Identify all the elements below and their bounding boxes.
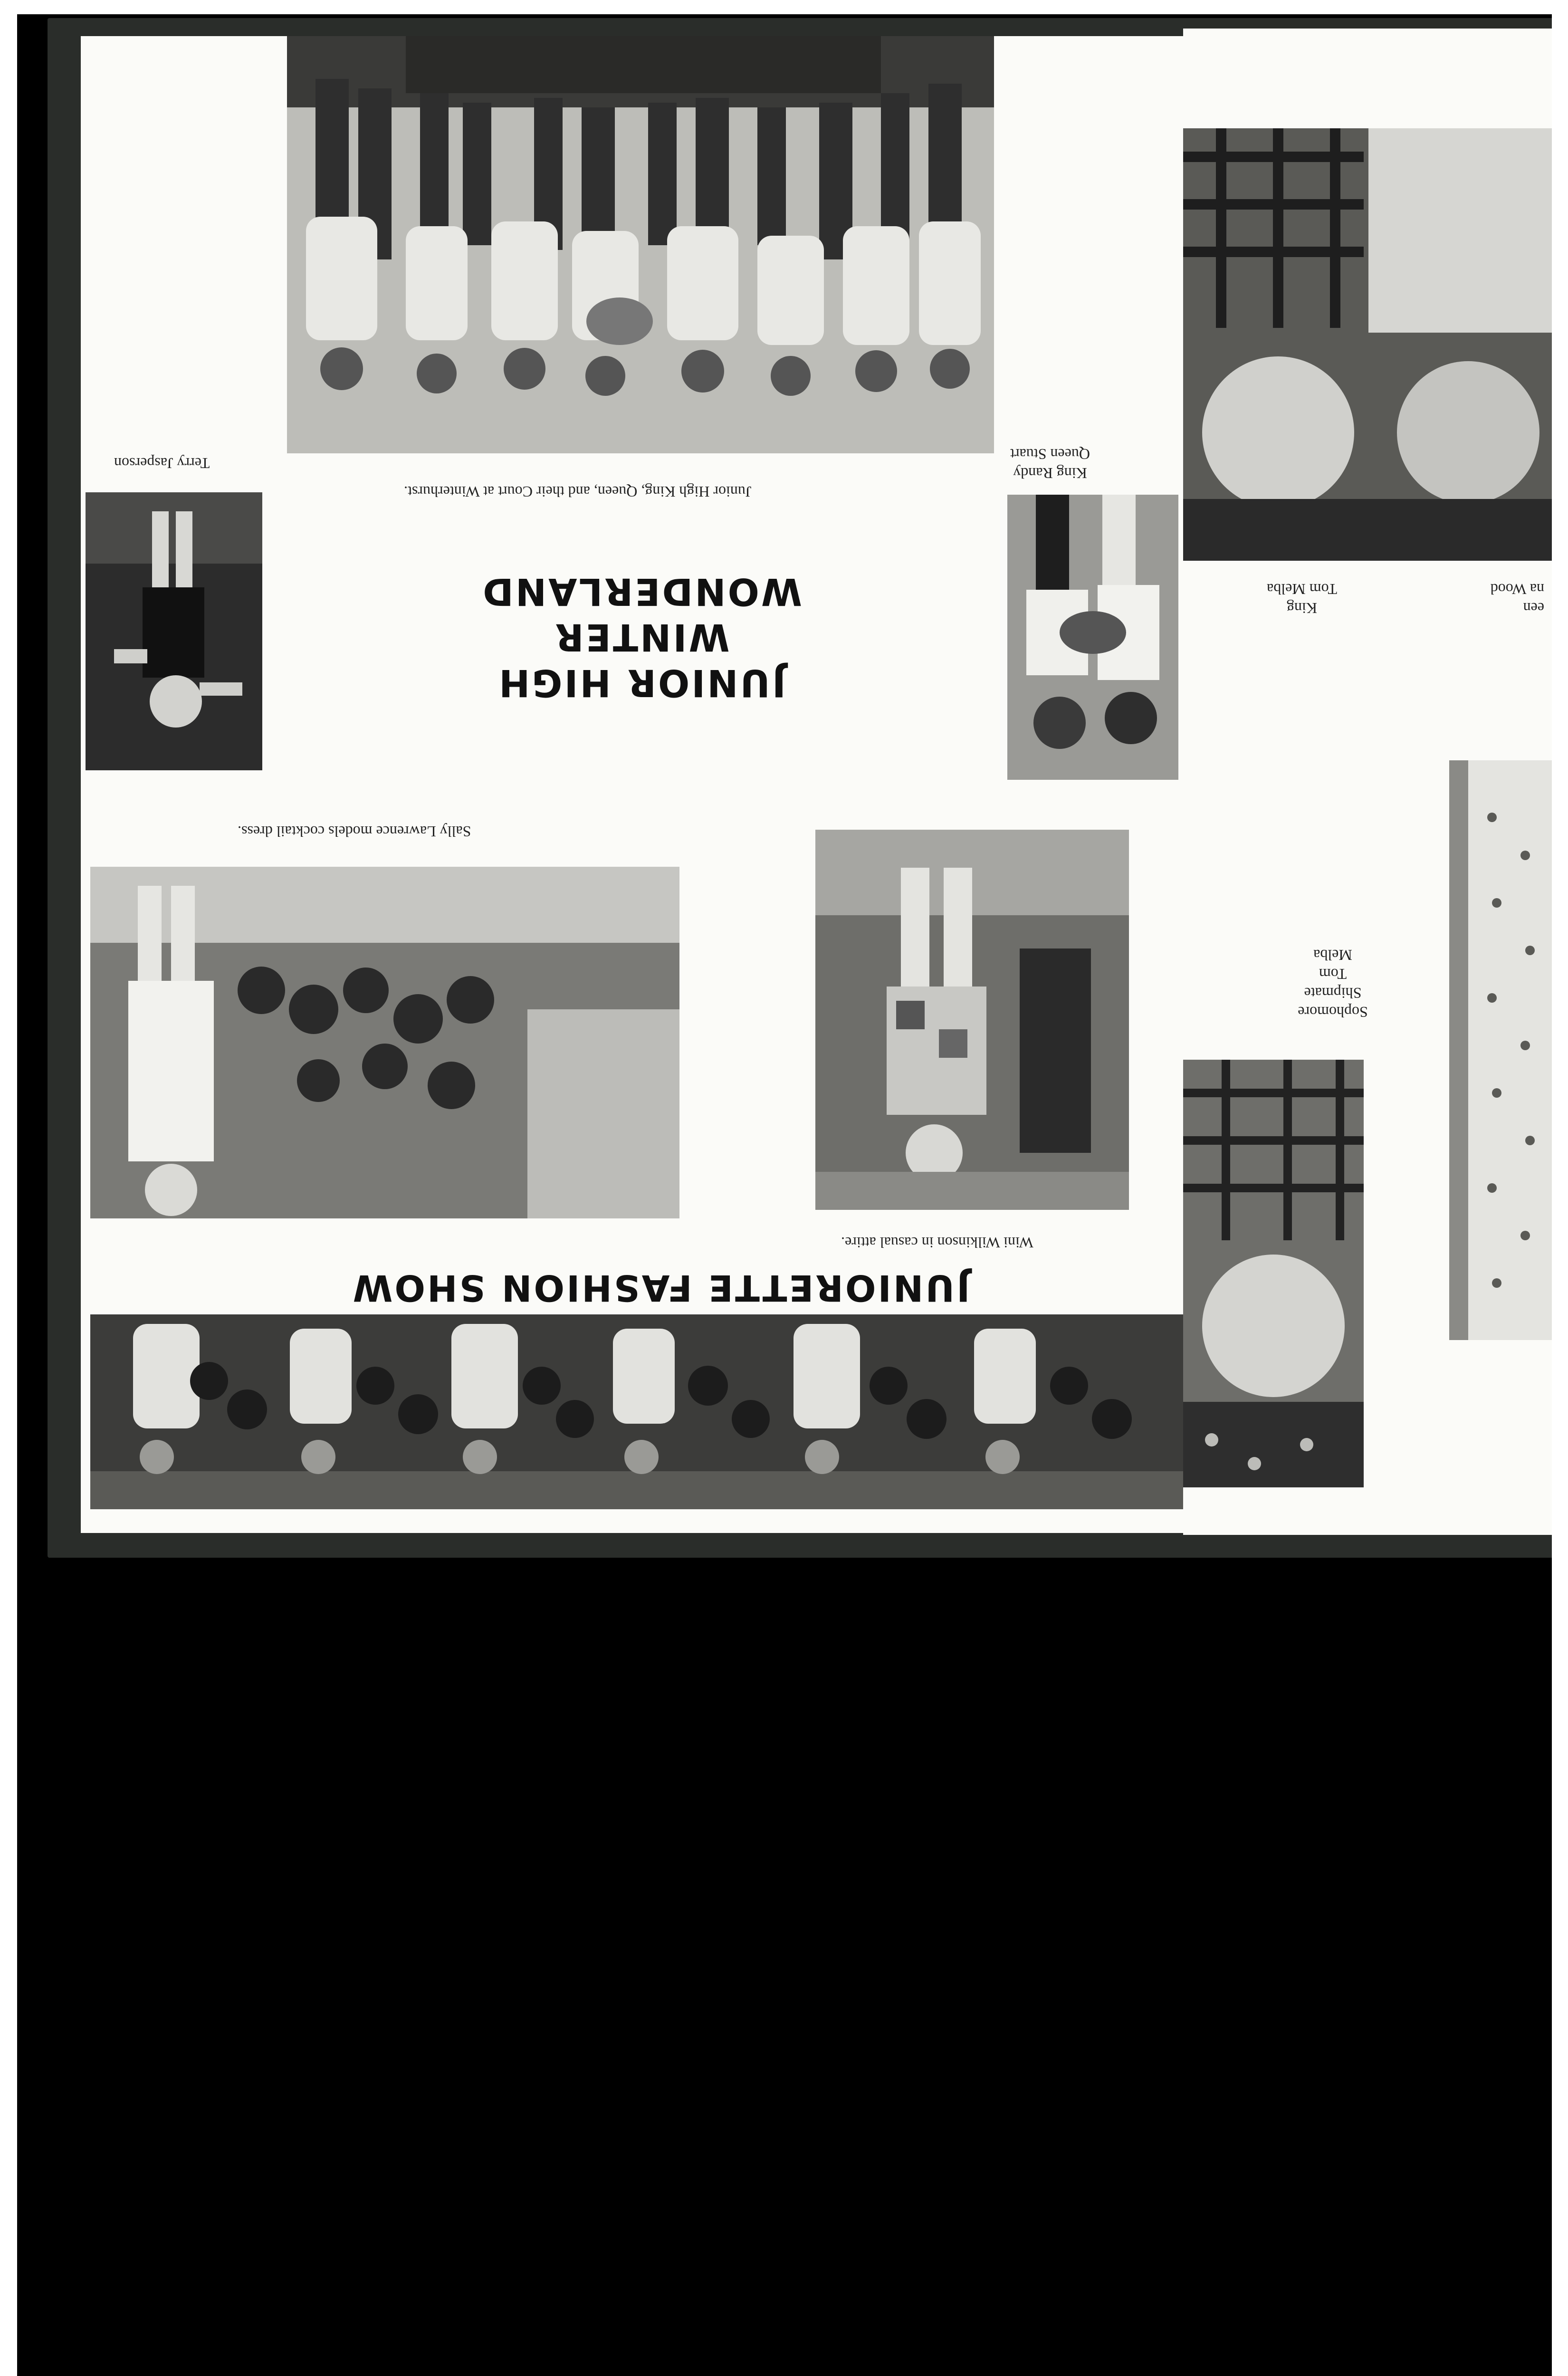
audience-photo [90,1314,1183,1509]
melba-label: Melba [1313,947,1352,964]
queen-stuart-label: Queen Stuart [1010,446,1090,463]
cocktail-dress-photo [90,867,679,1218]
shipmate-portrait-photo [1183,1060,1364,1487]
court-group-photo [287,36,994,453]
sophomore-shipmate-caption [1278,946,1387,1022]
juniorette-fashion-show-heading: JUNIORETTE FASHION SHOW [351,1267,970,1309]
heading-line-1: JUNIOR HIGH [497,661,786,704]
heading-line-2: WINTER [553,615,730,658]
queen-wood-caption [1449,580,1544,618]
dotted-background-photo [1449,760,1552,1340]
king-queen-photo [1007,495,1178,780]
tom-label: Tom [1319,966,1347,983]
sophomore-label: Sophomore [1298,1004,1368,1021]
wood-label-partial: na Wood [1490,581,1544,598]
terry-caption: Terry Jasperson [114,455,210,472]
left-page [81,36,1183,1533]
casual-attire-photo [815,830,1129,1210]
king-randy-label: King Randy [1013,465,1087,482]
king-queen-caption [998,445,1102,483]
right-page [1183,29,1552,1535]
king-tom-melba-caption [1254,580,1349,618]
court-caption: Junior High King, Queen, and their Court at Winterhurst. [404,483,752,500]
queen-label-partial: een [1523,600,1544,617]
wini-caption: Wini Wilkinson in casual attire. [841,1234,1033,1251]
king-label: King [1287,600,1317,617]
tom-melba-label: Tom Melba [1267,581,1337,598]
shipmate-label: Shipmate [1304,985,1362,1002]
junior-high-winter-wonderland-heading [461,568,822,705]
heading-line-3: WONDERLAND [481,570,802,613]
sally-caption: Sally Lawrence models cocktail dress. [238,823,471,840]
king-portrait-photo [1183,128,1552,561]
skater-photo [86,492,262,770]
